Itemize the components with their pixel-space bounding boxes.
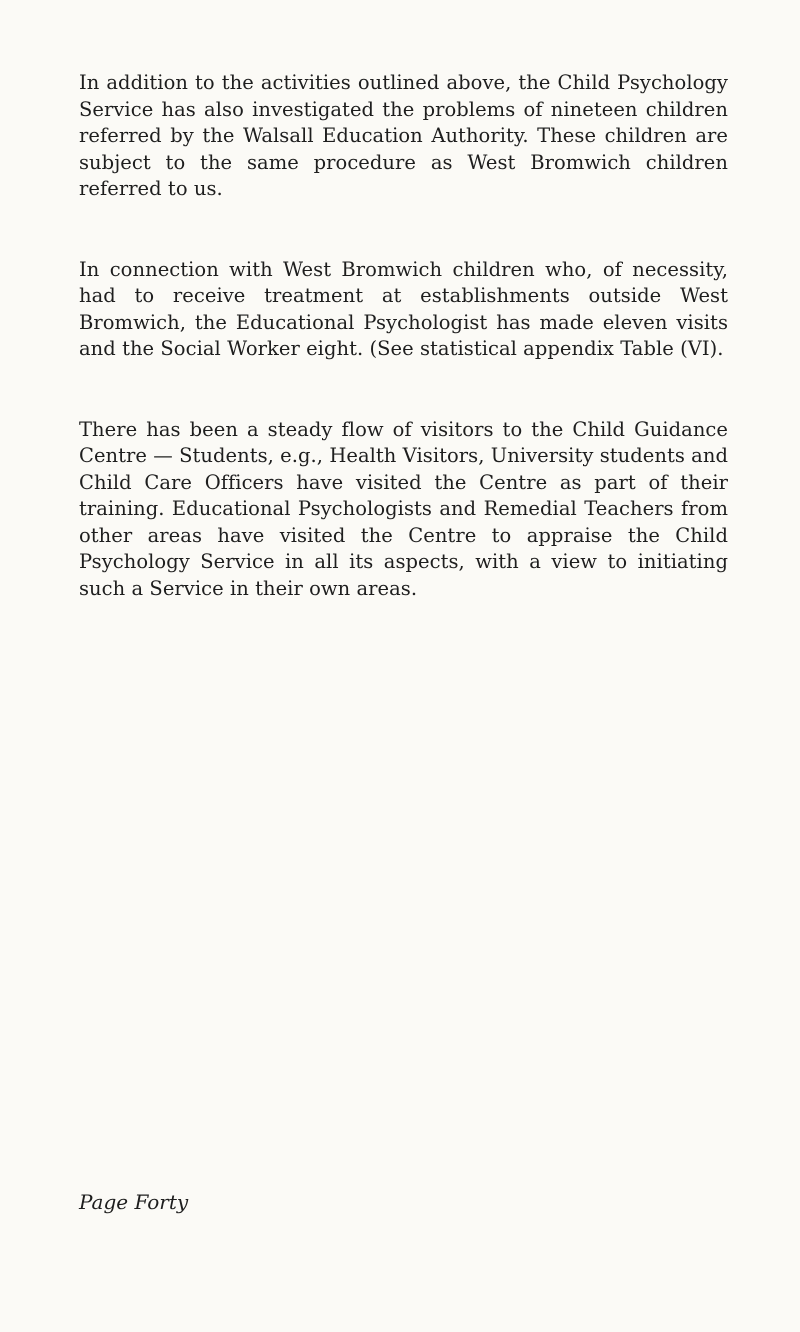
paragraph-walsall-referrals: In addition to the activities outlined above, the Child Psychology Service has also investigated the problems of nineteen children referred by the Walsall Education Authority. These children are subject to the same procedure as West Bromwich children referred to us. (79, 71, 728, 200)
paragraph-visitors: There has been a steady flow of visitors to the Child Guidance Centre — Students, e.g., Health Visitors, University students and Child Care Officers have visited the Centre as part of their training. Educational Psychologists and Remedial Teachers from other areas have visited the Centre to appraise the Child Psychology Service in all its aspects, with a view to initiating such a Service in their own areas. (79, 417, 728, 600)
paragraph-external-visits: In connection with West Bromwich children who, of necessity, had to receive treatment at establishments outside West Bromwich, the Educational Psychologist has made eleven visits and the Social Worker eight. (See statistical appendix Table (VI). (79, 257, 728, 360)
page-body (79, 70, 728, 656)
page-number: Page Forty (79, 1190, 189, 1214)
